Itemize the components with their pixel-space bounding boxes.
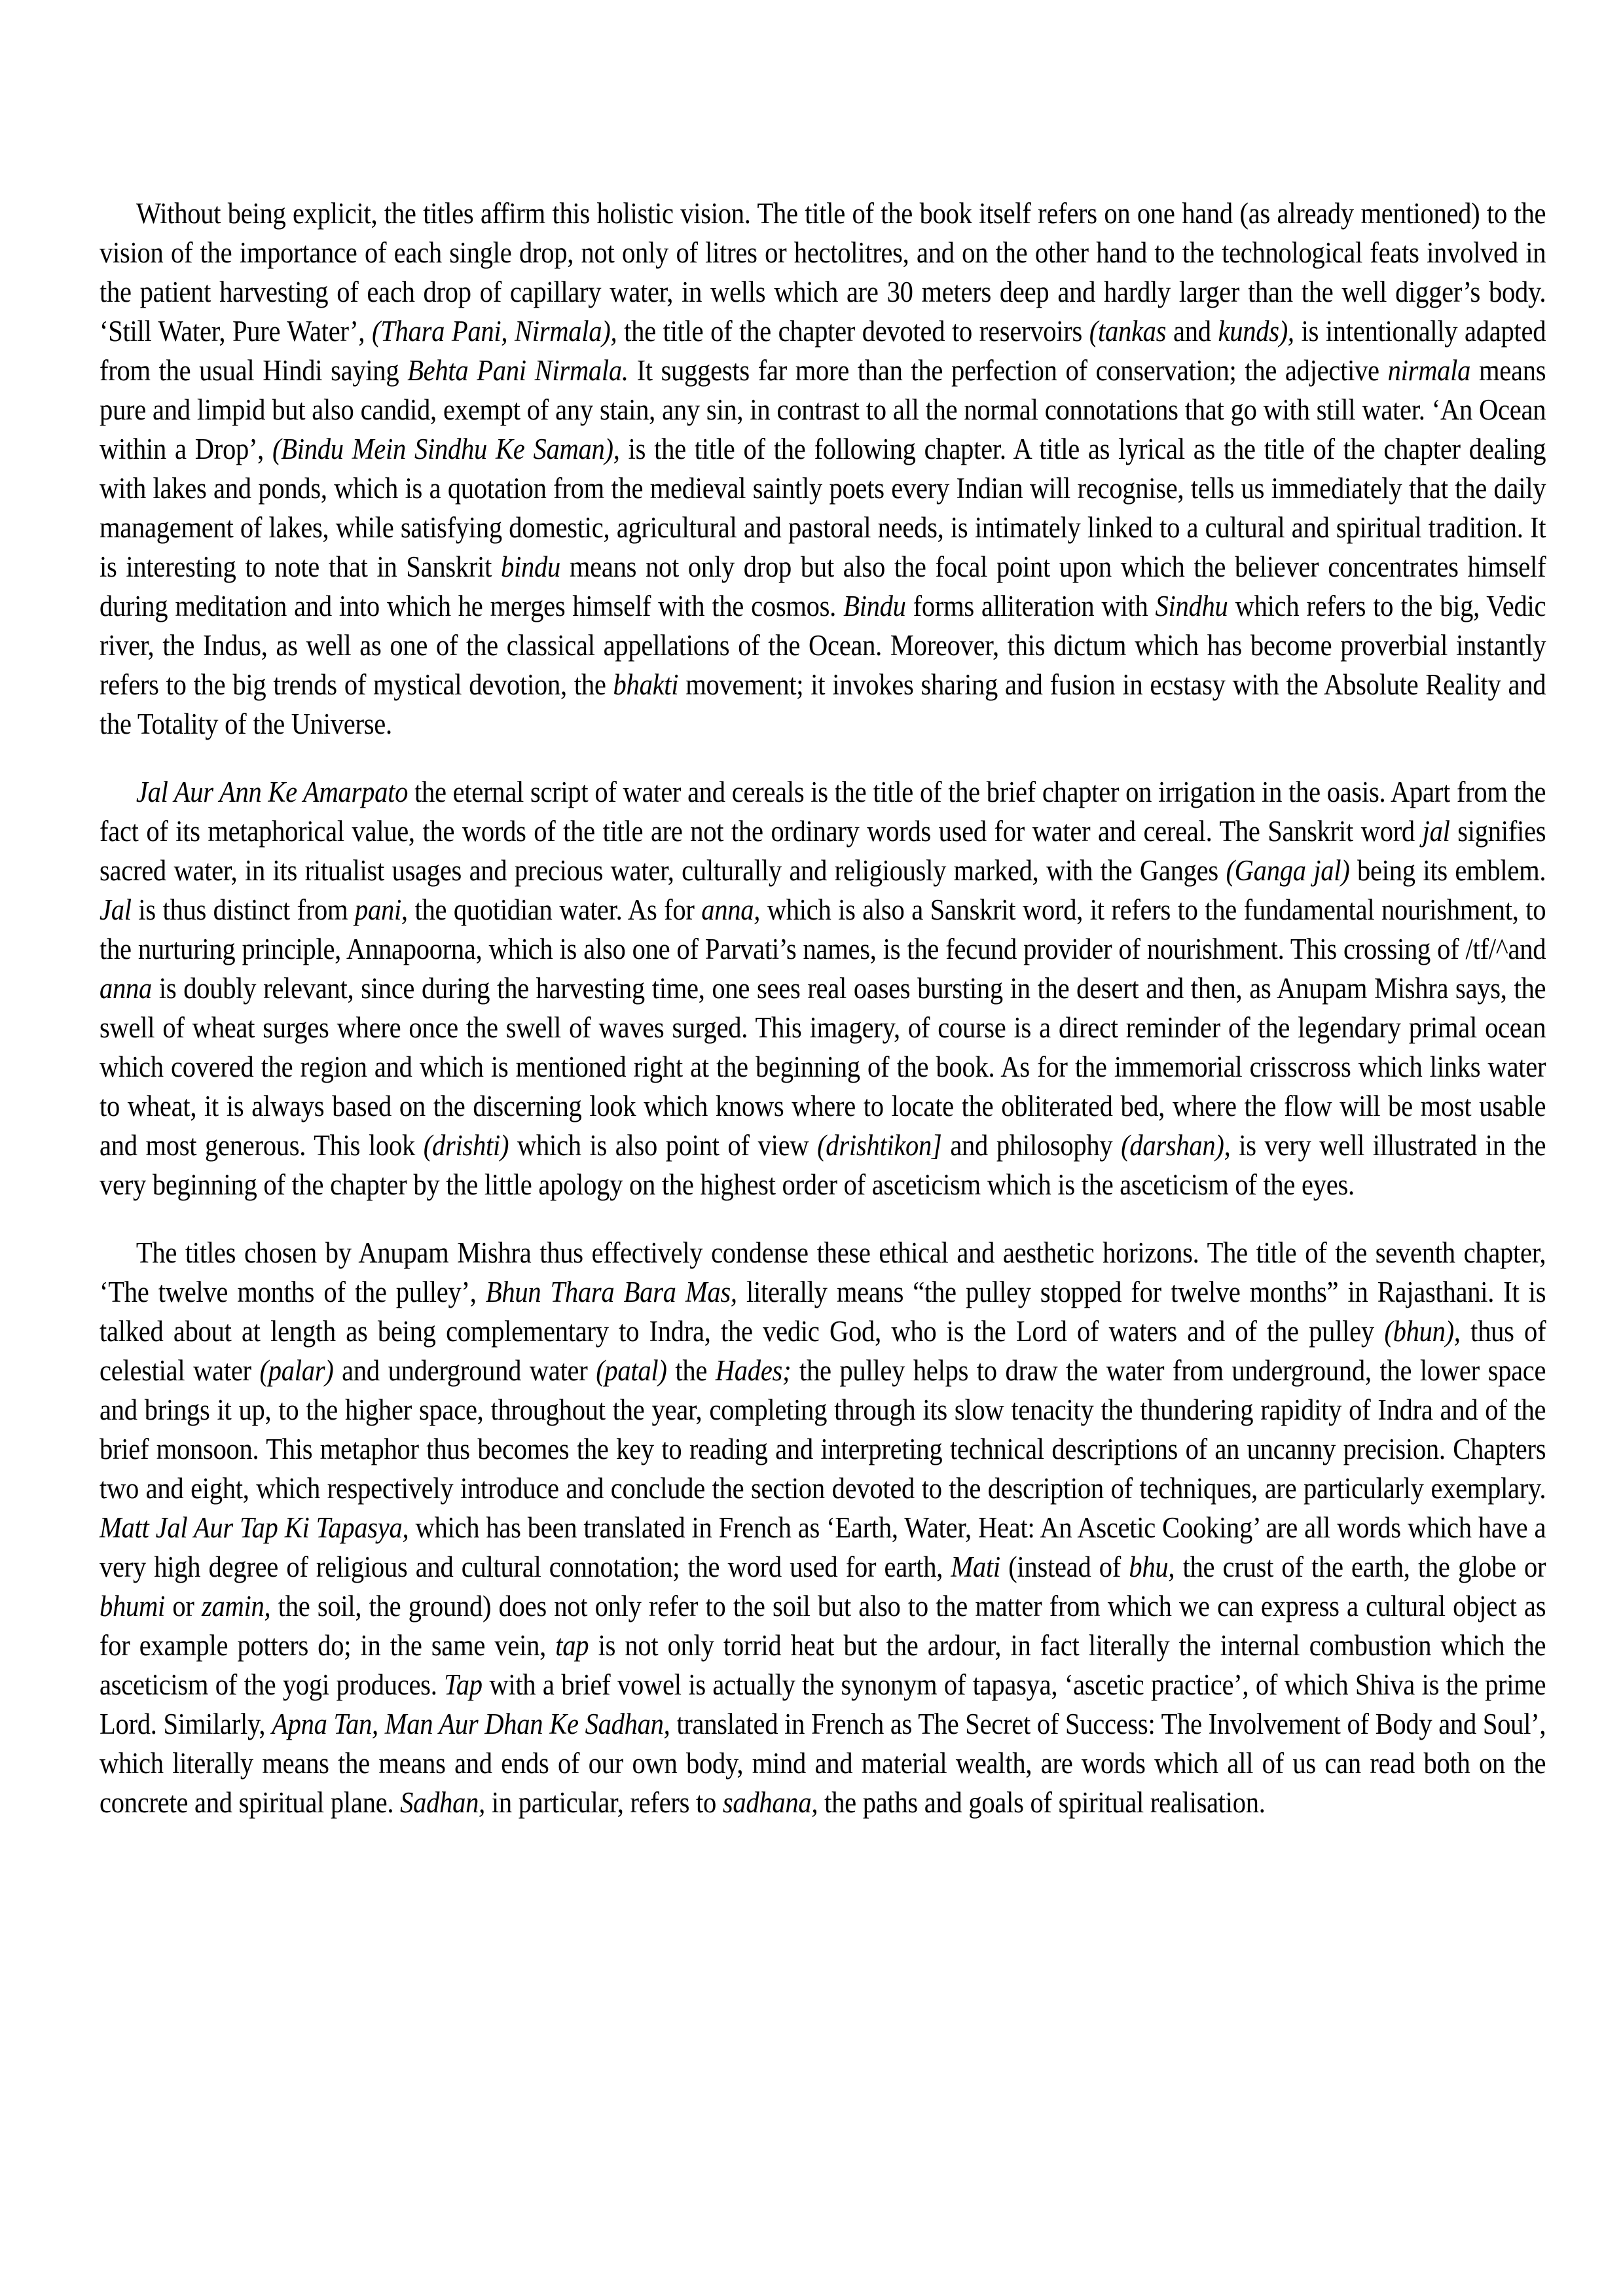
- paragraph-2: Jal Aur Ann Ke Amarpato the eternal script of water and cereals is the title of the brief chapter on irrigation in the oasis. Apart from the fact of its metaphorical value, the words of the title are not the ordinary words used for water and cereal. The Sanskrit word jal signifies sacred water, in its ritualist usages and precious water, culturally and religiously marked, with the Ganges (Ganga jal) being its emblem. Jal is thus distinct from pani, the quotidian water. As for anna, which is also a Sanskrit word, it refers to the fundamental nourishment, to the nurturing principle, Annapoorna, which is also one of Parvati’s names, is the fecund provider of nourishment. This crossing of /tf/^and anna is doubly relevant, since during the harvesting time, one sees real oases bursting in the desert and then, as Anupam Mishra says, the swell of wheat surges where once the swell of waves surged. This imagery, of course is a direct reminder of the legendary primal ocean which covered the region and which is mentioned right at the beginning of the book. As for the immemorial crisscross which links water to wheat, it is always based on the discerning look which knows where to locate the obliterated bed, where the flow will be most usable and most generous. This look (drishti) which is also point of view (drishtikon] and philosophy (darshan), is very well illustrated in the very beginning of the chapter by the little apology on the highest order of asceticism which is the asceticism of the eyes.: [100, 776, 1546, 1201]
- paragraph-1: Without being explicit, the titles affirm this holistic vision. The title of the book itself refers on one hand (as already mentioned) to the vision of the importance of each single drop, not only of litres or hectolitres, and on the other hand to the technological feats involved in the patient harvesting of each drop of capillary water, in wells which are 30 meters deep and hardly larger than the well digger’s body. ‘Still Water, Pure Water’, (Thara Pani, Nirmala), the title of the chapter devoted to reservoirs (tankas and kunds), is intentionally adapted from the usual Hindi saying Behta Pani Nirmala. It suggests far more than the perfection of conservation; the adjective nirmala means pure and limpid but also candid, exempt of any stain, any sin, in contrast to all the normal connotations that go with still water. ‘An Ocean within a Drop’, (Bindu Mein Sindhu Ke Saman), is the title of the following chapter. A title as lyrical as the title of the chapter dealing with lakes and ponds, which is a quotation from the medieval saintly poets every Indian will recognise, tells us immediately that the daily management of lakes, while satisfying domestic, agricultural and pastoral needs, is intimately linked to a cultural and spiritual tradition. It is interesting to note that in Sanskrit bindu means not only drop but also the focal point upon which the believer concentrates himself during meditation and into which he merges himself with the cosmos. Bindu forms alliteration with Sindhu which refers to the big, Vedic river, the Indus, as well as one of the classical appellations of the Ocean. Moreover, this dictum which has become proverbial instantly refers to the big trends of mystical devotion, the bhakti movement; it invokes sharing and fusion in ecstasy with the Absolute Reality and the Totality of the Universe.: [100, 197, 1546, 740]
- text-column: [100, 194, 1546, 1822]
- paragraph-3: The titles chosen by Anupam Mishra thus effectively condense these ethical and aesthetic horizons. The title of the seventh chapter, ‘The twelve months of the pulley’, Bhun Thara Bara Mas, literally means “the pulley stopped for twelve months” in Rajasthani. It is talked about at length as being complementary to Indra, the vedic God, who is the Lord of waters and of the pulley (bhun), thus of celestial water (palar) and underground water (patal) the Hades; the pulley helps to draw the water from underground, the lower space and brings it up, to the higher space, throughout the year, completing through its slow tenacity the thundering rapidity of Indra and of the brief monsoon. This metaphor thus becomes the key to reading and interpreting technical descriptions of an uncanny precision. Chapters two and eight, which respectively introduce and conclude the section devoted to the description of techniques, are particularly exemplary. Matt Jal Aur Tap Ki Tapasya, which has been translated in French as ‘Earth, Water, Heat: An Ascetic Cooking’ are all words which have a very high degree of religious and cultural connotation; the word used for earth, Mati (instead of bhu, the crust of the earth, the globe or bhumi or zamin, the soil, the ground) does not only refer to the soil but also to the matter from which we can express a cultural object as for example potters do; in the same vein, tap is not only torrid heat but the ardour, in fact literally the internal combustion which the asceticism of the yogi produces. Tap with a brief vowel is actually the synonym of tapasya, ‘ascetic practice’, of which Shiva is the prime Lord. Similarly, Apna Tan, Man Aur Dhan Ke Sadhan, translated in French as The Secret of Success: The Involvement of Body and Soul’, which literally means the means and ends of our own body, mind and material wealth, are words which all of us can read both on the concrete and spiritual plane. Sadhan, in particular, refers to sadhana, the paths and goals of spiritual realisation.: [100, 1236, 1546, 1819]
